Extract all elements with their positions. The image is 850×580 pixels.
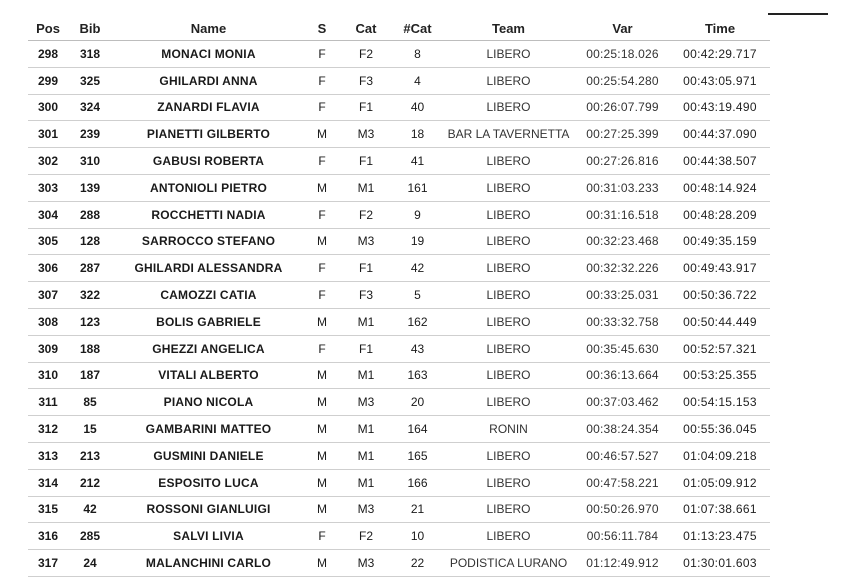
cell-name: GHILARDI ANNA [112, 67, 305, 94]
cell-cat-rank: 163 [393, 362, 442, 389]
cell-cat-rank: 166 [393, 469, 442, 496]
table-row [28, 41, 770, 68]
cell-bib: 239 [68, 121, 112, 148]
cell-sex: F [305, 94, 339, 121]
cell-pos: 308 [28, 308, 68, 335]
cell-bib: 318 [68, 41, 112, 68]
cell-time: 00:52:57.321 [670, 335, 770, 362]
cell-name: PIANETTI GILBERTO [112, 121, 305, 148]
cell-name: ANTONIOLI PIETRO [112, 174, 305, 201]
cell-time: 00:44:37.090 [670, 121, 770, 148]
cell-sex: M [305, 228, 339, 255]
cell-var: 01:12:49.912 [575, 550, 670, 577]
cell-bib: 285 [68, 523, 112, 550]
cell-var: 00:36:13.664 [575, 362, 670, 389]
cell-cat-rank: 22 [393, 550, 442, 577]
cell-cat: F2 [339, 201, 393, 228]
cell-cat-rank: 9 [393, 201, 442, 228]
cell-cat-rank: 10 [393, 523, 442, 550]
table-row [28, 148, 770, 175]
cell-bib: 212 [68, 469, 112, 496]
cell-name: GAMBARINI MATTEO [112, 416, 305, 443]
cell-cat: M3 [339, 389, 393, 416]
cell-pos: 316 [28, 523, 68, 550]
cell-cat: M1 [339, 416, 393, 443]
cell-cat-rank: 162 [393, 308, 442, 335]
cell-name: MONACI MONIA [112, 41, 305, 68]
cell-cat-rank: 5 [393, 282, 442, 309]
cell-pos: 311 [28, 389, 68, 416]
cell-var: 00:32:32.226 [575, 255, 670, 282]
cell-bib: 288 [68, 201, 112, 228]
cell-time: 01:30:01.603 [670, 550, 770, 577]
cell-team: LIBERO [442, 282, 575, 309]
table-row [28, 308, 770, 335]
cell-pos: 312 [28, 416, 68, 443]
cell-sex: F [305, 67, 339, 94]
table-header [28, 16, 770, 41]
cell-name: GHILARDI ALESSANDRA [112, 255, 305, 282]
cell-team: LIBERO [442, 201, 575, 228]
cell-pos: 309 [28, 335, 68, 362]
cell-sex: M [305, 308, 339, 335]
cell-sex: M [305, 362, 339, 389]
table-row [28, 201, 770, 228]
cell-team: LIBERO [442, 67, 575, 94]
cell-pos: 304 [28, 201, 68, 228]
cell-var: 00:27:26.816 [575, 148, 670, 175]
cell-pos: 303 [28, 174, 68, 201]
cell-time: 00:48:28.209 [670, 201, 770, 228]
cell-bib: 188 [68, 335, 112, 362]
table-row [28, 442, 770, 469]
cell-team: LIBERO [442, 362, 575, 389]
cell-cat: M1 [339, 174, 393, 201]
cell-time: 01:05:09.912 [670, 469, 770, 496]
cell-team: LIBERO [442, 523, 575, 550]
cell-sex: F [305, 335, 339, 362]
header-row [28, 16, 770, 41]
cell-cat: M3 [339, 228, 393, 255]
cell-team: LIBERO [442, 41, 575, 68]
cell-time: 00:53:25.355 [670, 362, 770, 389]
cell-team: LIBERO [442, 496, 575, 523]
cell-sex: M [305, 389, 339, 416]
table-body [28, 41, 770, 577]
col-header-var: Var [612, 20, 633, 36]
cell-time: 00:42:29.717 [670, 41, 770, 68]
cell-var: 00:46:57.527 [575, 442, 670, 469]
cell-time: 00:44:38.507 [670, 148, 770, 175]
cell-name: ESPOSITO LUCA [112, 469, 305, 496]
cell-name: VITALI ALBERTO [112, 362, 305, 389]
table-row [28, 523, 770, 550]
cell-name: BOLIS GABRIELE [112, 308, 305, 335]
cell-var: 00:33:32.758 [575, 308, 670, 335]
cell-bib: 324 [68, 94, 112, 121]
table-row [28, 389, 770, 416]
cell-name: PIANO NICOLA [112, 389, 305, 416]
cell-var: 00:50:26.970 [575, 496, 670, 523]
cell-cat: M1 [339, 308, 393, 335]
cell-bib: 42 [68, 496, 112, 523]
col-header-team: Team [492, 20, 525, 36]
cell-var: 00:25:18.026 [575, 41, 670, 68]
cell-sex: M [305, 550, 339, 577]
cell-cat: M1 [339, 362, 393, 389]
cell-cat: F1 [339, 255, 393, 282]
cell-bib: 85 [68, 389, 112, 416]
cell-name: SALVI LIVIA [112, 523, 305, 550]
cell-var: 00:47:58.221 [575, 469, 670, 496]
cell-cat-rank: 43 [393, 335, 442, 362]
cell-cat: M3 [339, 121, 393, 148]
cell-bib: 139 [68, 174, 112, 201]
cell-team: LIBERO [442, 335, 575, 362]
col-header-name: Name [190, 20, 227, 36]
cell-pos: 310 [28, 362, 68, 389]
cell-team: PODISTICA LURANO [442, 550, 575, 577]
cell-var: 00:25:54.280 [575, 67, 670, 94]
table-row [28, 335, 770, 362]
table-row [28, 94, 770, 121]
cell-bib: 325 [68, 67, 112, 94]
cell-team: BAR LA TAVERNETTA [442, 121, 575, 148]
cell-bib: 187 [68, 362, 112, 389]
cell-var: 00:31:16.518 [575, 201, 670, 228]
cell-cat-rank: 21 [393, 496, 442, 523]
cell-time: 00:54:15.153 [670, 389, 770, 416]
cell-cat-rank: 19 [393, 228, 442, 255]
cell-team: LIBERO [442, 228, 575, 255]
cell-cat-rank: 42 [393, 255, 442, 282]
cell-var: 00:27:25.399 [575, 121, 670, 148]
table-row [28, 174, 770, 201]
cell-pos: 307 [28, 282, 68, 309]
cell-pos: 302 [28, 148, 68, 175]
cell-cat: M1 [339, 442, 393, 469]
cell-var: 00:37:03.462 [575, 389, 670, 416]
cell-cat-rank: 161 [393, 174, 442, 201]
cell-sex: M [305, 442, 339, 469]
cell-sex: M [305, 469, 339, 496]
cell-var: 00:56:11.784 [575, 523, 670, 550]
cell-sex: F [305, 201, 339, 228]
cell-var: 00:38:24.354 [575, 416, 670, 443]
cell-var: 00:33:25.031 [575, 282, 670, 309]
cell-var: 00:35:45.630 [575, 335, 670, 362]
cell-pos: 300 [28, 94, 68, 121]
cell-cat: F1 [339, 94, 393, 121]
cell-team: RONIN [442, 416, 575, 443]
cell-pos: 299 [28, 67, 68, 94]
cell-time: 00:50:44.449 [670, 308, 770, 335]
cell-pos: 301 [28, 121, 68, 148]
cell-name: MALANCHINI CARLO [112, 550, 305, 577]
cell-pos: 314 [28, 469, 68, 496]
cell-sex: M [305, 496, 339, 523]
cell-pos: 315 [28, 496, 68, 523]
cell-cat: F1 [339, 335, 393, 362]
cell-var: 00:26:07.799 [575, 94, 670, 121]
cell-team: LIBERO [442, 308, 575, 335]
cell-bib: 24 [68, 550, 112, 577]
cell-sex: F [305, 41, 339, 68]
cell-cat-rank: 18 [393, 121, 442, 148]
cell-name: SARROCCO STEFANO [112, 228, 305, 255]
cell-cat-rank: 4 [393, 67, 442, 94]
cell-bib: 310 [68, 148, 112, 175]
cell-sex: F [305, 282, 339, 309]
cell-team: LIBERO [442, 94, 575, 121]
cell-bib: 123 [68, 308, 112, 335]
cell-pos: 306 [28, 255, 68, 282]
cell-sex: M [305, 174, 339, 201]
cell-cat-rank: 164 [393, 416, 442, 443]
cell-bib: 287 [68, 255, 112, 282]
cell-team: LIBERO [442, 469, 575, 496]
col-header-pos: Pos [36, 20, 60, 36]
cell-cat: M1 [339, 469, 393, 496]
cell-name: GHEZZI ANGELICA [112, 335, 305, 362]
cell-pos: 317 [28, 550, 68, 577]
cell-pos: 298 [28, 41, 68, 68]
cell-time: 00:49:35.159 [670, 228, 770, 255]
col-header-cat: Cat [355, 20, 377, 36]
top-rule [768, 13, 828, 15]
cell-time: 00:50:36.722 [670, 282, 770, 309]
cell-cat-rank: 165 [393, 442, 442, 469]
cell-name: ROCCHETTI NADIA [112, 201, 305, 228]
cell-cat: F3 [339, 67, 393, 94]
cell-time: 00:55:36.045 [670, 416, 770, 443]
cell-cat: F1 [339, 148, 393, 175]
cell-var: 00:32:23.468 [575, 228, 670, 255]
cell-time: 01:07:38.661 [670, 496, 770, 523]
cell-pos: 305 [28, 228, 68, 255]
cell-sex: M [305, 416, 339, 443]
cell-sex: F [305, 255, 339, 282]
table-row [28, 469, 770, 496]
table-row [28, 282, 770, 309]
table-row [28, 362, 770, 389]
cell-var: 00:31:03.233 [575, 174, 670, 201]
cell-team: LIBERO [442, 255, 575, 282]
cell-cat: M3 [339, 496, 393, 523]
col-header-cat-rank: #Cat [403, 20, 432, 36]
cell-cat: F2 [339, 523, 393, 550]
cell-cat: F2 [339, 41, 393, 68]
cell-name: ZANARDI FLAVIA [112, 94, 305, 121]
col-header-sex: S [317, 20, 327, 36]
cell-time: 01:04:09.218 [670, 442, 770, 469]
cell-cat-rank: 20 [393, 389, 442, 416]
table-row [28, 121, 770, 148]
cell-cat-rank: 41 [393, 148, 442, 175]
cell-time: 01:13:23.475 [670, 523, 770, 550]
cell-time: 00:43:05.971 [670, 67, 770, 94]
cell-time: 00:48:14.924 [670, 174, 770, 201]
table-row [28, 228, 770, 255]
cell-sex: F [305, 523, 339, 550]
cell-cat-rank: 40 [393, 94, 442, 121]
cell-team: LIBERO [442, 442, 575, 469]
cell-bib: 213 [68, 442, 112, 469]
cell-bib: 15 [68, 416, 112, 443]
table-row [28, 416, 770, 443]
table-row [28, 67, 770, 94]
cell-sex: F [305, 148, 339, 175]
cell-pos: 313 [28, 442, 68, 469]
cell-time: 00:49:43.917 [670, 255, 770, 282]
table-row [28, 550, 770, 577]
col-header-bib: Bib [79, 20, 101, 36]
cell-name: CAMOZZI CATIA [112, 282, 305, 309]
cell-team: LIBERO [442, 148, 575, 175]
results-table [28, 16, 770, 577]
table-row [28, 255, 770, 282]
cell-cat: F3 [339, 282, 393, 309]
cell-team: LIBERO [442, 389, 575, 416]
cell-sex: M [305, 121, 339, 148]
cell-bib: 128 [68, 228, 112, 255]
cell-time: 00:43:19.490 [670, 94, 770, 121]
cell-cat: M3 [339, 550, 393, 577]
cell-bib: 322 [68, 282, 112, 309]
cell-cat-rank: 8 [393, 41, 442, 68]
cell-name: ROSSONI GIANLUIGI [112, 496, 305, 523]
table-row [28, 496, 770, 523]
cell-name: GUSMINI DANIELE [112, 442, 305, 469]
cell-team: LIBERO [442, 174, 575, 201]
col-header-time: Time [704, 20, 736, 36]
cell-name: GABUSI ROBERTA [112, 148, 305, 175]
